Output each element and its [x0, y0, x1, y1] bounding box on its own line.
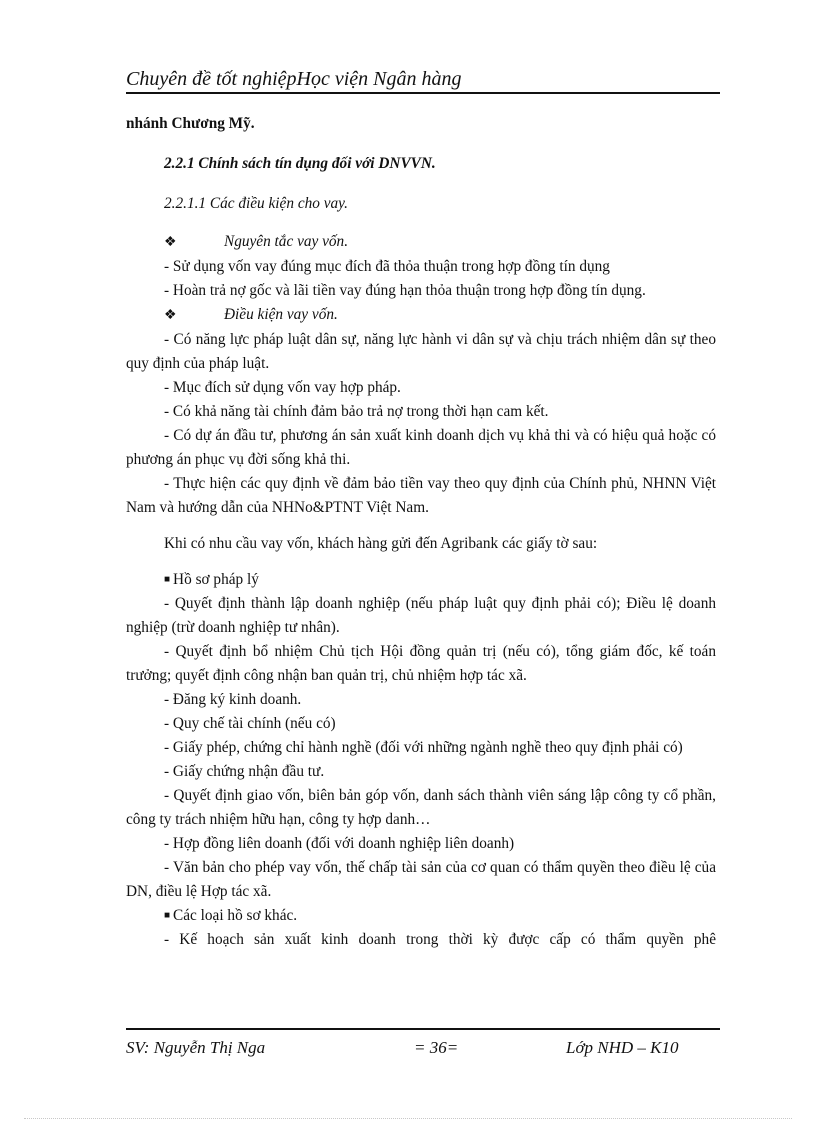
principle-bullet [126, 230, 716, 255]
condition-line: - Có năng lực pháp luật dân sự, năng lực hành vi dân sự và chịu trách nhiệm dân sự theo quy định của pháp luật. [126, 331, 716, 372]
diamond-bullet-icon: ❖ [164, 308, 177, 323]
legal-heading: Hồ sơ pháp lý [173, 571, 259, 588]
other-line: - Kế hoạch sản xuất kinh doanh trong thời kỳ được cấp có thẩm quyền phê [164, 931, 716, 948]
section-heading: 2.2.1 Chính sách tín dụng đối với DNVVN. [164, 155, 436, 172]
footer-class: Lớp NHD – K10 [566, 1038, 679, 1057]
square-bullet-icon: ■ [164, 910, 171, 921]
legal-line: - Quyết định giao vốn, biên bản góp vốn, danh sách thành viên sáng lập công ty cổ phần, công ty trách nhiệm hữu hạn, công ty hợp danh… [126, 787, 716, 828]
conditions-bullet [126, 303, 716, 328]
page-footer [126, 1028, 720, 1064]
legal-line: - Văn bản cho phép vay vốn, thế chấp tài sản của cơ quan có thẩm quyền theo điều lệ của DN, điều lệ Hợp tác xã. [126, 859, 716, 900]
legal-line: - Quyết định thành lập doanh nghiệp (nếu pháp luật quy định phải có); Điều lệ doanh nghiệp (trừ doanh nghiệp tư nhân). [126, 595, 716, 636]
legal-heading-row [126, 568, 716, 592]
principle-line: - Hoàn trả nợ gốc và lãi tiền vay đúng hạn thỏa thuận trong hợp đồng tín dụng. [164, 282, 646, 299]
condition-line: - Có khả năng tài chính đảm bảo trả nợ trong thời hạn cam kết. [164, 403, 549, 420]
square-bullet-icon: ■ [164, 574, 171, 585]
principle-line: - Sử dụng vốn vay đúng mục đích đã thỏa thuận trong hợp đồng tín dụng [164, 258, 610, 275]
legal-line: - Quy chế tài chính (nếu có) [164, 715, 336, 732]
legal-line: - Giấy chứng nhận đầu tư. [164, 763, 325, 780]
subsection-heading: 2.2.1.1 Các điều kiện cho vay. [164, 195, 348, 212]
page-body [126, 112, 716, 952]
other-heading: Các loại hồ sơ khác. [173, 907, 298, 924]
principle-heading: Nguyên tắc vay vốn. [224, 233, 349, 250]
header-title: Chuyên đề tốt nghiệpHọc viện Ngân hàng [126, 68, 462, 90]
legal-line: - Đăng ký kinh doanh. [164, 691, 302, 708]
condition-line: - Có dự án đầu tư, phương án sản xuất kinh doanh dịch vụ khả thi và có hiệu quả hoặc có phương án phục vụ đời sống khả thi. [126, 427, 716, 468]
footer-student: SV: Nguyễn Thị Nga [126, 1038, 266, 1057]
legal-line: - Quyết định bổ nhiệm Chủ tịch Hội đồng quản trị (nếu có), tổng giám đốc, kế toán trưởng; quyết định công nhận ban quản trị, chủ nhiệm hợp tác xã. [126, 643, 716, 684]
other-heading-row [126, 904, 716, 928]
opening-line: nhánh Chương Mỹ. [126, 115, 255, 132]
footer-page-number: = 36= [414, 1038, 459, 1057]
page-edge-divider [24, 1118, 792, 1119]
legal-line: - Hợp đồng liên doanh (đối với doanh nghiệp liên doanh) [164, 835, 515, 852]
page-header [126, 66, 720, 94]
conditions-heading: Điều kiện vay vốn. [224, 306, 338, 323]
condition-line: - Mục đích sử dụng vốn vay hợp pháp. [164, 379, 401, 396]
diamond-bullet-icon: ❖ [164, 235, 177, 250]
condition-line: - Thực hiện các quy định về đảm bảo tiền vay theo quy định của Chính phủ, NHNN Việt Nam và hướng dẫn của NHNo&PTNT Việt Nam. [126, 475, 716, 516]
legal-line: - Giấy phép, chứng chỉ hành nghề (đối với những ngành nghề theo quy định phải có) [164, 739, 683, 756]
documents-intro: Khi có nhu cầu vay vốn, khách hàng gửi đến Agribank các giấy tờ sau: [164, 535, 598, 552]
